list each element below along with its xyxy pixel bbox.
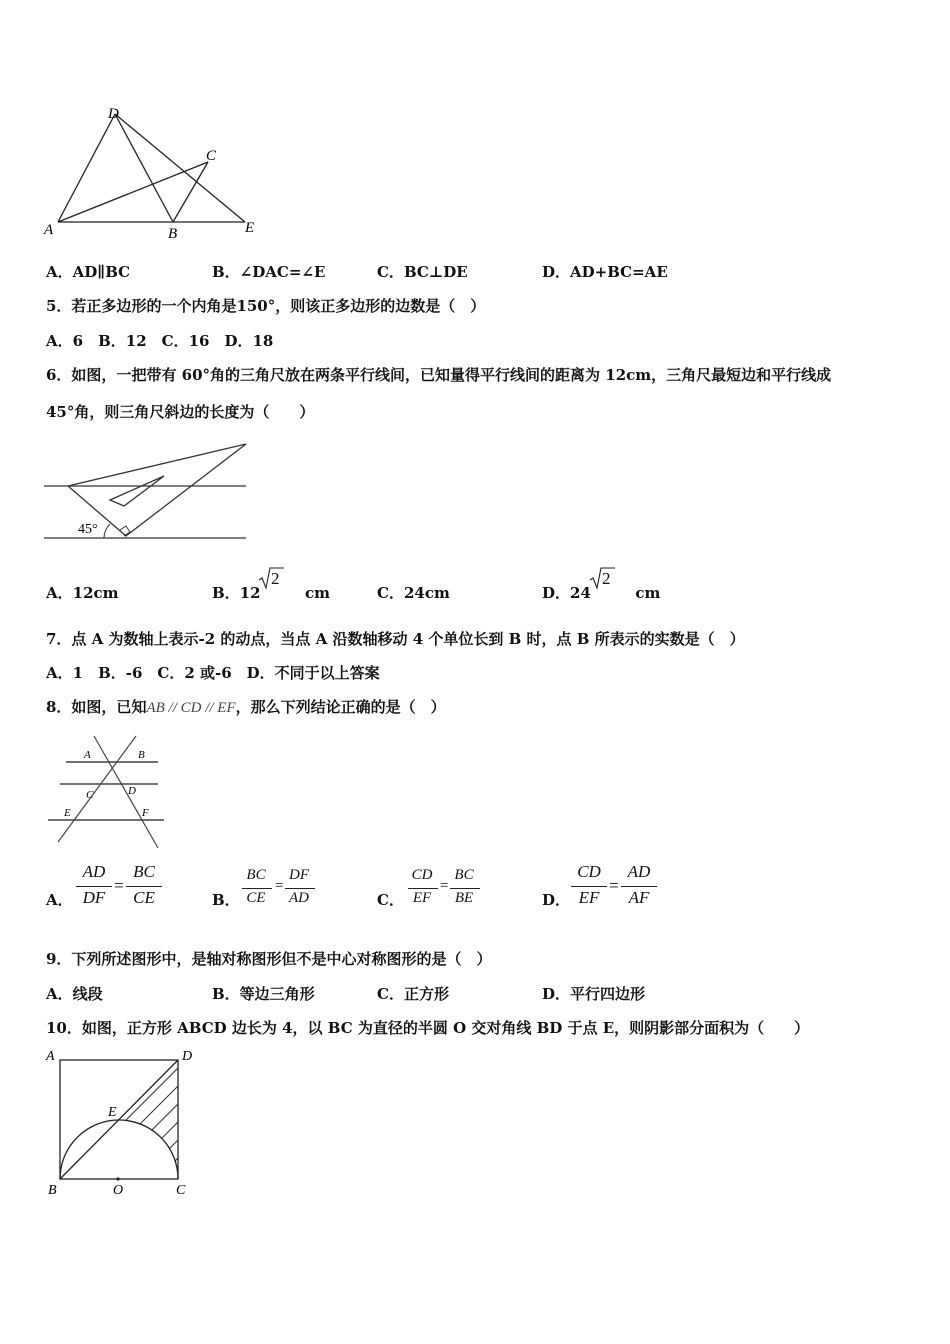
label-b: B [168,226,178,242]
angle-label: 45° [78,522,98,537]
q9-option-d[interactable]: D．平行四边形 [542,985,646,1003]
q8-figure [44,732,174,852]
q4-figure [40,100,270,245]
q8-option-d-equals: = [608,876,620,895]
q8-option-c-den2: BE [454,890,474,906]
q6-stem-line1: 6．如图，一把带有 60°角的三角尺放在两条平行线间，已知量得平行线间的距离为 12cm，三角尺最短边和平行线成 [46,366,832,384]
segment-ac [58,162,208,222]
q6-stem-line2: 45°角，则三角尺斜边的长度为（ ） [46,403,315,421]
label-d: D [128,785,136,797]
label-d: D [182,1049,193,1064]
label-f: F [142,807,149,819]
q7-stem: 7．点 A 为数轴上表示-2 的动点，当点 A 沿数轴移动 4 个单位长到 B 时，点 B 所表示的实数是（ ） [46,630,745,648]
q8-option-c-den1: EF [412,890,432,906]
set-square-inner [110,476,164,506]
q8-option-b-num2: DF [289,867,309,883]
q8-option-d-num1: CD [577,862,601,881]
q8-option-a-den1: DF [82,888,106,907]
label-d: D [108,106,119,122]
label-c: C [206,148,217,164]
label-b: B [138,749,145,761]
q8-stem-math: AB // CD // EF [146,700,236,716]
q8-stem-suffix: ，那么下列结论正确的是（ ） [235,698,446,716]
q6-option-d-radicand: 2 [602,569,611,588]
q5-stem: 5．若正多边形的一个内角是150°，则该正多边形的边数是（ ） [46,297,486,315]
q8-option-b-label[interactable]: B． [212,891,240,909]
shaded-region [100,1046,210,1201]
q8-option-a-label[interactable]: A． [46,891,73,909]
label-c: C [176,1183,186,1198]
label-a: A [44,222,54,238]
q8-option-c-equals: = [439,878,450,894]
q9-option-c[interactable]: C．正方形 [377,985,449,1003]
segment-bc [173,162,208,222]
q6-option-d-label: D．24 [542,584,591,602]
q4-option-b[interactable]: B．∠DAC=∠E [212,263,326,281]
label-e: E [245,220,255,236]
q8-option-c-num2: BC [454,867,474,883]
q8-option-d-den1: EF [578,888,600,907]
q6-option-a[interactable]: A．12cm [46,584,119,602]
q6-option-b-label: B．12 [212,584,261,602]
transversal-af [94,736,158,848]
q8-option-d-den2: AF [628,888,650,907]
q9-option-a[interactable]: A．线段 [46,985,103,1003]
q6-option-d-unit: cm [635,584,661,602]
q7-options[interactable]: A．1 B．-6 C．2 或-6 D．不同于以上答案 [46,664,380,682]
q8-option-a-den2: CE [133,888,155,907]
segment-db [115,114,173,222]
q4-option-a[interactable]: A．AD∥BC [46,263,131,281]
label-b: B [48,1183,57,1198]
label-a: A [84,749,91,761]
label-e: E [64,807,71,819]
q6-figure [44,440,254,550]
q8-option-b-den1: CE [246,890,266,906]
q8-option-c-label[interactable]: C． [377,891,404,909]
q9-option-b[interactable]: B．等边三角形 [212,985,315,1003]
label-e: E [108,1105,117,1120]
q6-option-b-unit: cm [305,584,331,602]
segment-de [115,114,245,222]
label-c: C [86,789,94,801]
angle-arc [104,524,110,538]
label-o: O [113,1183,124,1198]
segment-ad [58,114,115,222]
q8-option-b-equals: = [274,878,285,894]
q8-stem-prefix: 8．如图，已知 [46,698,147,716]
q8-option-b-num1: BC [246,867,266,883]
q8-option-d-label[interactable]: D． [542,891,571,909]
q6-option-b-radicand: 2 [271,569,280,588]
q4-option-d[interactable]: D．AD+BC=AE [542,263,668,281]
q5-options[interactable]: A．6 B．12 C．16 D．18 [46,332,274,350]
q10-stem: 10．如图，正方形 ABCD 边长为 4，以 BC 为直径的半圆 O 交对角线 BD 于点 E，则阴影部分面积为（ ） [46,1019,810,1037]
q4-option-c[interactable]: C．BC⊥DE [377,263,468,281]
q10-figure [40,1046,210,1201]
q8-option-c-num1: CD [411,867,433,883]
label-a: A [46,1049,55,1064]
q8-stem [46,696,446,717]
q9-stem: 9．下列所述图形中，是轴对称图形但不是中心对称图形的是（ ） [46,950,492,968]
q8-option-a-num2: BC [133,862,155,881]
q8-option-b-den2: AD [289,890,309,906]
q8-option-a-num1: AD [82,862,106,881]
q8-option-a-equals: = [113,876,125,895]
semicircle-o [60,1120,178,1179]
center-o-dot [116,1177,119,1180]
q6-option-c[interactable]: C．24cm [377,584,450,602]
q8-option-d-num2: AD [627,862,651,881]
